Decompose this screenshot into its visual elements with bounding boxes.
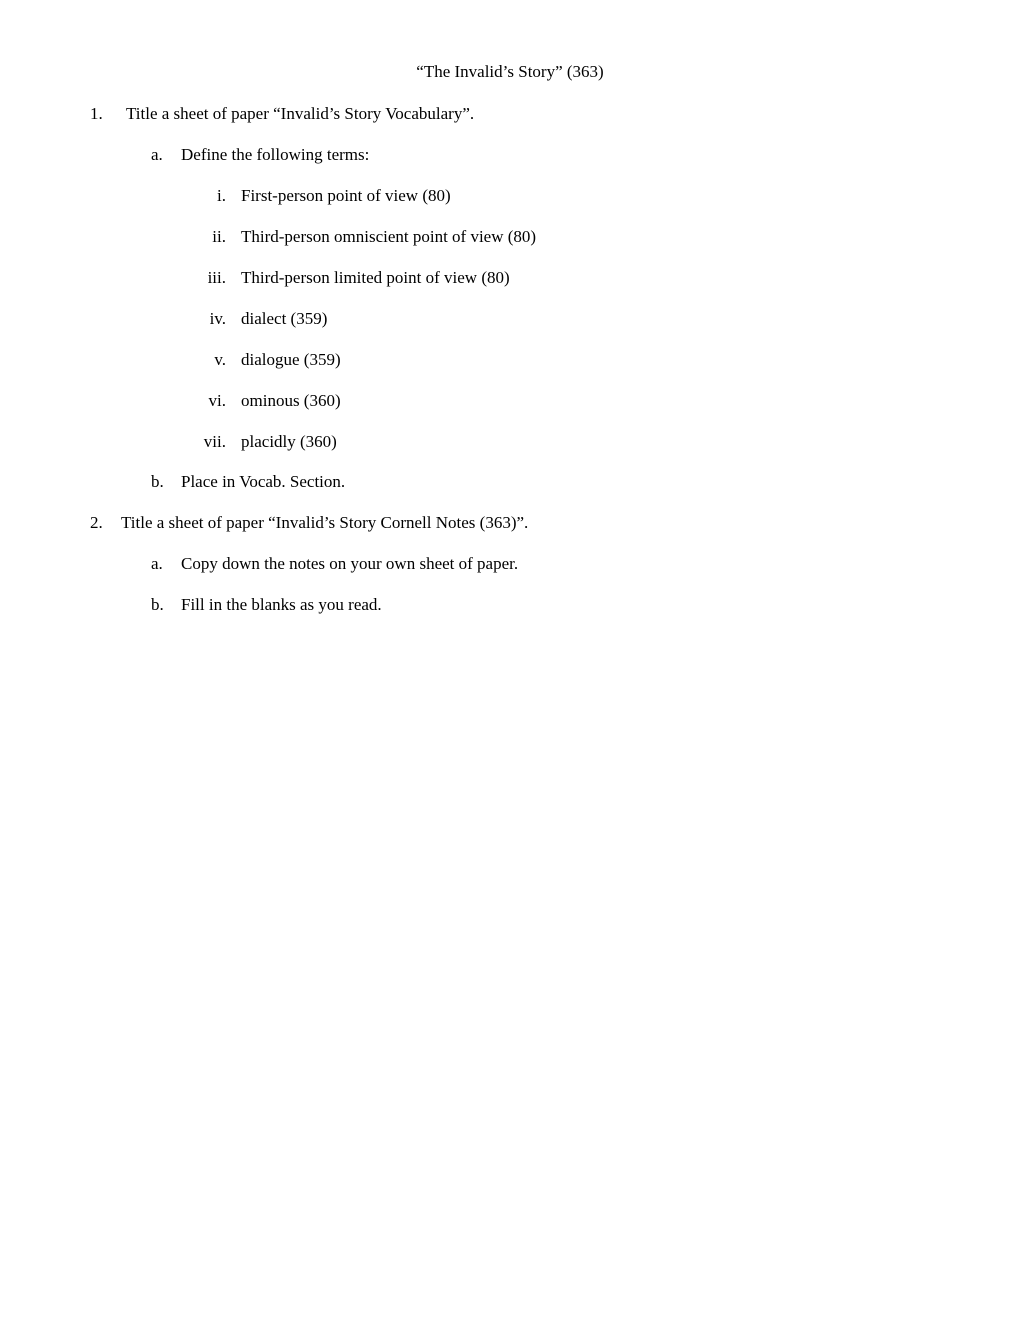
term-text: Third-person omniscient point of view (80) bbox=[241, 227, 537, 246]
term-text: Third-person limited point of view (80) bbox=[241, 268, 510, 287]
sub-item-text: Fill in the blanks as you read. bbox=[181, 595, 382, 614]
term-marker: i. bbox=[217, 186, 226, 205]
sub-item-marker: a. bbox=[151, 554, 163, 573]
list-item-marker: 1. bbox=[90, 104, 103, 123]
sub-item-marker: b. bbox=[151, 472, 164, 491]
term-marker: vii. bbox=[203, 432, 226, 451]
sub-item-text: Define the following terms: bbox=[181, 145, 370, 164]
term-text: placidly (360) bbox=[241, 432, 337, 451]
term-text: dialogue (359) bbox=[241, 350, 341, 369]
term-text: ominous (360) bbox=[241, 391, 341, 410]
term-text: dialect (359) bbox=[241, 309, 328, 328]
term-marker: iii. bbox=[207, 268, 226, 287]
list-item-text: Title a sheet of paper “Invalid’s Story Cornell Notes (363)”. bbox=[121, 513, 529, 532]
list-item-text: Title a sheet of paper “Invalid’s Story Vocabulary”. bbox=[126, 104, 475, 123]
sub-item-marker: b. bbox=[151, 595, 164, 614]
term-text: First-person point of view (80) bbox=[241, 186, 451, 205]
sub-item-marker: a. bbox=[151, 145, 163, 164]
term-marker: iv. bbox=[209, 309, 226, 328]
document-title: “The Invalid’s Story” (363) bbox=[416, 62, 604, 81]
sub-item-text: Place in Vocab. Section. bbox=[181, 472, 346, 491]
term-marker: ii. bbox=[212, 227, 226, 246]
list-item-marker: 2. bbox=[90, 513, 103, 532]
sub-item-text: Copy down the notes on your own sheet of paper. bbox=[181, 554, 519, 573]
term-marker: v. bbox=[214, 350, 226, 369]
term-marker: vi. bbox=[208, 391, 226, 410]
